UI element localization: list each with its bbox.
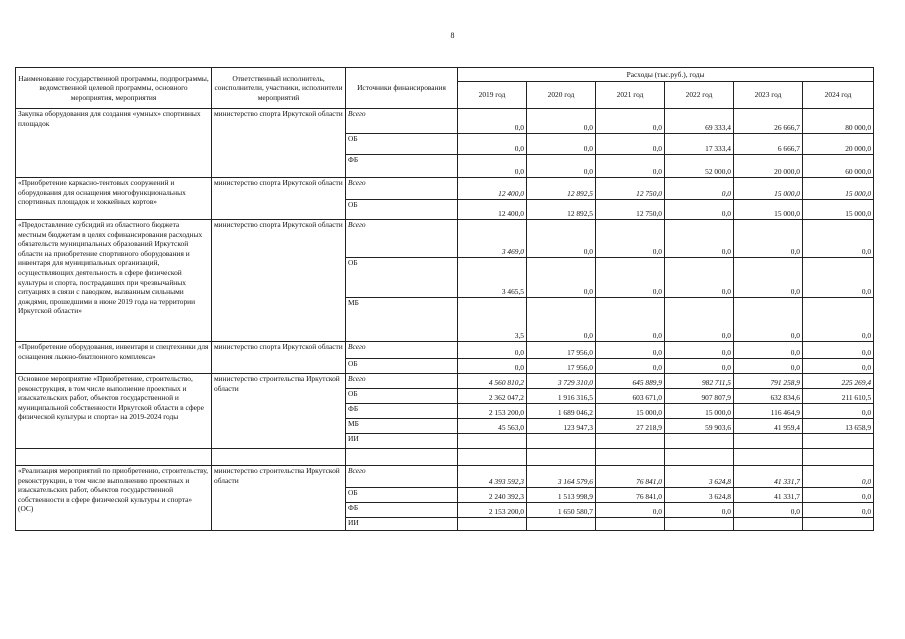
expense-value: 0,0 xyxy=(527,109,596,134)
event-name: «Предоставление субсидий из областного бюджета местным бюджетам в целях софинансирования расходных обязательств муниципальных образований Иркутской области на приобретение спортивного оборудования и инвентаря для муниципальных организаций, осуществляющих деятельность в сфере физической культуры и спорта, пострадавших при чрезвычайных ситуациях в связи с паводком, вызванным сильными дождями, прошедшими в июне 2019 года на территории Иркутской области» xyxy=(16,220,212,342)
expense-value: 76 841,0 xyxy=(596,466,665,488)
empty-cell xyxy=(734,449,803,466)
expense-value: 0,0 xyxy=(458,342,527,359)
expense-value: 12 750,0 xyxy=(596,178,665,200)
table-row xyxy=(16,109,874,134)
expense-value: 59 903,6 xyxy=(665,419,734,434)
expense-value: 0,0 xyxy=(596,155,665,178)
funding-source: ОБ xyxy=(346,488,458,503)
header-name: Наименование государственной программы, подпрограммы, ведомственной целевой программы, основного мероприятия, мероприятия xyxy=(16,68,212,109)
empty-cell xyxy=(527,449,596,466)
expense-value: 0,0 xyxy=(803,298,874,342)
funding-source: Всего xyxy=(346,109,458,134)
expense-value: 0,0 xyxy=(458,359,527,374)
responsible-executor: министерство спорта Иркутской области xyxy=(212,109,346,178)
expense-value: 0,0 xyxy=(803,503,874,518)
expense-value xyxy=(527,518,596,531)
expense-value: 0,0 xyxy=(803,359,874,374)
expense-value: 0,0 xyxy=(527,298,596,342)
expense-value: 69 333,4 xyxy=(665,109,734,134)
expense-value: 52 000,0 xyxy=(665,155,734,178)
table-row xyxy=(16,374,874,389)
funding-source: ФБ xyxy=(346,404,458,419)
empty-cell xyxy=(596,449,665,466)
expense-value: 0,0 xyxy=(734,220,803,258)
expense-value: 20 000,0 xyxy=(734,155,803,178)
empty-cell xyxy=(212,449,346,466)
expense-value xyxy=(665,434,734,449)
expense-value: 0,0 xyxy=(527,220,596,258)
spacer-row xyxy=(16,449,874,466)
expense-value: 12 892,5 xyxy=(527,178,596,200)
expense-value: 0,0 xyxy=(527,134,596,155)
expense-value: 0,0 xyxy=(803,404,874,419)
expense-value xyxy=(527,434,596,449)
expense-value: 3 624,8 xyxy=(665,488,734,503)
expense-value: 0,0 xyxy=(596,258,665,298)
expense-value: 0,0 xyxy=(665,342,734,359)
expense-value: 0,0 xyxy=(665,220,734,258)
funding-source: ОБ xyxy=(346,389,458,404)
page-number: 8 xyxy=(450,31,455,40)
expense-value: 123 947,3 xyxy=(527,419,596,434)
funding-source: ФБ xyxy=(346,503,458,518)
funding-source: Всего xyxy=(346,220,458,258)
expense-value: 1 689 046,2 xyxy=(527,404,596,419)
expense-value: 2 240 392,3 xyxy=(458,488,527,503)
expense-value: 603 671,0 xyxy=(596,389,665,404)
funding-source: Всего xyxy=(346,466,458,488)
event-name: «Реализация мероприятий по приобретению, строительству, реконструкции, в том числе выполнению проектных и изыскательских работ, объектов государственной собственности в сфере физической культуры и спорта» (ОС) xyxy=(16,466,212,531)
expense-value: 80 000,0 xyxy=(803,109,874,134)
expense-value: 0,0 xyxy=(665,503,734,518)
expense-value: 0,0 xyxy=(458,155,527,178)
expense-value: 12 892,5 xyxy=(527,200,596,220)
expense-value: 0,0 xyxy=(803,342,874,359)
expense-value: 41 331,7 xyxy=(734,466,803,488)
responsible-executor: министерство строительства Иркутской области xyxy=(212,466,346,531)
header-responsible: Ответственный исполнитель, соисполнители, участники, исполнители мероприятий xyxy=(212,68,346,109)
funding-source: ФБ xyxy=(346,155,458,178)
expense-value: 0,0 xyxy=(803,220,874,258)
expense-value: 3 164 579,6 xyxy=(527,466,596,488)
header-sources: Источники финансирования xyxy=(346,68,458,109)
responsible-executor: министерство спорта Иркутской области xyxy=(212,220,346,342)
event-name: Основное мероприятие «Приобретение, строительство, реконструкция, в том числе выполнение проектных и изыскательских работ, объектов государственной и муниципальной собственности Иркутской области в сфере физической культуры и спорта» на 2019-2024 годы xyxy=(16,374,212,449)
event-name: «Приобретение каркасно-тентовых сооружений и оборудования для оснащения многофункциональных спортивных площадок и хоккейных кортов» xyxy=(16,178,212,220)
event-name: Закупка оборудования для создания «умных» спортивных площадок xyxy=(16,109,212,178)
expense-value: 17 333,4 xyxy=(665,134,734,155)
expense-value: 0,0 xyxy=(596,134,665,155)
expense-value: 2 362 047,2 xyxy=(458,389,527,404)
expense-value: 1 916 316,5 xyxy=(527,389,596,404)
expense-value: 907 807,9 xyxy=(665,389,734,404)
expense-value xyxy=(458,434,527,449)
expense-value: 12 750,0 xyxy=(596,200,665,220)
expense-value: 0,0 xyxy=(458,109,527,134)
funding-source: Всего xyxy=(346,178,458,200)
expense-value: 0,0 xyxy=(458,134,527,155)
header-expenses: Расходы (тыс.руб.), годы xyxy=(458,68,874,82)
expense-value: 0,0 xyxy=(596,220,665,258)
expense-value xyxy=(596,518,665,531)
expense-value: 27 218,9 xyxy=(596,419,665,434)
funding-source: ОБ xyxy=(346,200,458,220)
expense-value: 0,0 xyxy=(596,503,665,518)
expense-value xyxy=(665,518,734,531)
expense-value: 0,0 xyxy=(734,342,803,359)
expense-value: 2 153 200,0 xyxy=(458,404,527,419)
expense-value: 0,0 xyxy=(803,258,874,298)
expense-value: 1 650 580,7 xyxy=(527,503,596,518)
expense-value: 12 400,0 xyxy=(458,178,527,200)
expense-value: 4 393 592,3 xyxy=(458,466,527,488)
funding-source: ИИ xyxy=(346,518,458,531)
expense-value: 15 000,0 xyxy=(803,178,874,200)
empty-cell xyxy=(16,449,212,466)
expense-value: 116 464,9 xyxy=(734,404,803,419)
expense-value: 6 666,7 xyxy=(734,134,803,155)
expense-value xyxy=(734,434,803,449)
expense-value: 0,0 xyxy=(734,298,803,342)
empty-cell xyxy=(665,449,734,466)
expense-value: 15 000,0 xyxy=(596,404,665,419)
expense-value: 0,0 xyxy=(734,359,803,374)
expense-value: 0,0 xyxy=(527,155,596,178)
expense-value: 15 000,0 xyxy=(665,404,734,419)
expense-value: 41 959,4 xyxy=(734,419,803,434)
expense-value: 0,0 xyxy=(665,200,734,220)
header-year: 2021 год xyxy=(596,82,665,109)
budget-table xyxy=(15,67,874,531)
expense-value: 982 711,5 xyxy=(665,374,734,389)
expense-value: 2 153 200,0 xyxy=(458,503,527,518)
funding-source: МБ xyxy=(346,298,458,342)
header-year: 2023 год xyxy=(734,82,803,109)
expense-value xyxy=(734,518,803,531)
expense-value: 0,0 xyxy=(665,298,734,342)
empty-cell xyxy=(803,449,874,466)
expense-value: 26 666,7 xyxy=(734,109,803,134)
expense-value: 17 956,0 xyxy=(527,342,596,359)
expense-value: 0,0 xyxy=(596,109,665,134)
expense-value: 17 956,0 xyxy=(527,359,596,374)
expense-value: 0,0 xyxy=(527,258,596,298)
expense-value: 225 269,4 xyxy=(803,374,874,389)
responsible-executor: министерство спорта Иркутской области xyxy=(212,178,346,220)
expense-value: 791 258,9 xyxy=(734,374,803,389)
expense-value: 45 563,0 xyxy=(458,419,527,434)
funding-source: Всего xyxy=(346,374,458,389)
expense-value: 0,0 xyxy=(734,258,803,298)
expense-value: 41 331,7 xyxy=(734,488,803,503)
event-name: «Приобретение оборудования, инвентаря и спецтехники для оснащения лыжно-биатлонного комплекса» xyxy=(16,342,212,374)
expense-value: 0,0 xyxy=(596,298,665,342)
expense-value: 15 000,0 xyxy=(734,200,803,220)
expense-value: 15 000,0 xyxy=(734,178,803,200)
expense-value xyxy=(803,518,874,531)
table-row xyxy=(16,466,874,488)
responsible-executor: министерство строительства Иркутской области xyxy=(212,374,346,449)
funding-source: ОБ xyxy=(346,134,458,155)
expense-value: 0,0 xyxy=(596,342,665,359)
expense-value: 0,0 xyxy=(734,503,803,518)
expense-value: 211 610,5 xyxy=(803,389,874,404)
expense-value: 3 465,5 xyxy=(458,258,527,298)
expense-value xyxy=(803,434,874,449)
header-year: 2019 год xyxy=(458,82,527,109)
funding-source: ОБ xyxy=(346,258,458,298)
expense-value: 4 560 810,2 xyxy=(458,374,527,389)
expense-value: 3,5 xyxy=(458,298,527,342)
expense-value: 3 729 310,0 xyxy=(527,374,596,389)
header-year: 2020 год xyxy=(527,82,596,109)
funding-source: Всего xyxy=(346,342,458,359)
responsible-executor: министерство спорта Иркутской области xyxy=(212,342,346,374)
expense-value: 3 469,0 xyxy=(458,220,527,258)
header-year: 2024 год xyxy=(803,82,874,109)
table-body xyxy=(16,109,874,531)
funding-source: ОБ xyxy=(346,359,458,374)
expense-value: 0,0 xyxy=(803,488,874,503)
funding-source: МБ xyxy=(346,419,458,434)
expense-value: 12 400,0 xyxy=(458,200,527,220)
expense-value: 3 624,8 xyxy=(665,466,734,488)
funding-source: ИИ xyxy=(346,434,458,449)
expense-value: 1 513 998,9 xyxy=(527,488,596,503)
empty-cell xyxy=(458,449,527,466)
expense-value: 15 000,0 xyxy=(803,200,874,220)
expense-value: 632 834,6 xyxy=(734,389,803,404)
table-row xyxy=(16,178,874,200)
expense-value: 0,0 xyxy=(665,359,734,374)
expense-value: 0,0 xyxy=(665,178,734,200)
expense-value xyxy=(596,434,665,449)
expense-value: 76 841,0 xyxy=(596,488,665,503)
expense-value: 645 889,9 xyxy=(596,374,665,389)
expense-value: 60 000,0 xyxy=(803,155,874,178)
table-row xyxy=(16,220,874,258)
expense-value xyxy=(458,518,527,531)
empty-cell xyxy=(346,449,458,466)
table-row xyxy=(16,342,874,359)
header-year: 2022 год xyxy=(665,82,734,109)
expense-value: 20 000,0 xyxy=(803,134,874,155)
expense-value: 13 658,9 xyxy=(803,419,874,434)
expense-value: 0,0 xyxy=(803,466,874,488)
expense-value: 0,0 xyxy=(665,258,734,298)
expense-value: 0,0 xyxy=(596,359,665,374)
